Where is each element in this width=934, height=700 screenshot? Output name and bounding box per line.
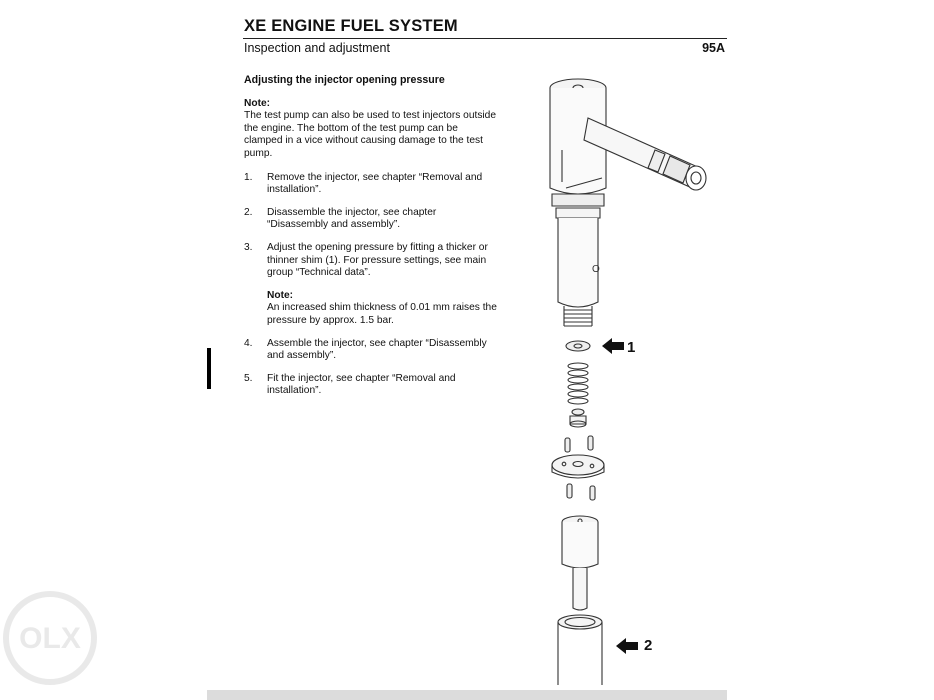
step-text: Remove the injector, see chapter “Removal and installation”. bbox=[267, 171, 483, 196]
injector-exploded-diagram bbox=[540, 70, 730, 695]
step-text: Disassemble the injector, see chapter “Disassembly and assembly”. bbox=[267, 206, 437, 231]
dowel-pins-lower bbox=[567, 484, 595, 500]
step-item bbox=[244, 338, 499, 363]
watermark-text: OLX bbox=[19, 622, 81, 655]
note-text: The test pump can also be used to test injectors outside the engine. The bottom of the test pump can be clamped in a vice without causing damage to the test pump. bbox=[244, 110, 497, 159]
callout-arrow-1-icon bbox=[602, 338, 624, 354]
page-reference: 95A bbox=[702, 41, 725, 55]
shim-part bbox=[566, 341, 590, 351]
step-item bbox=[244, 207, 499, 232]
step-number: 2. bbox=[244, 206, 253, 218]
step-text: Assemble the injector, see chapter “Disassembly and assembly”. bbox=[267, 337, 487, 362]
intermediate-plate-part bbox=[552, 455, 604, 478]
body-mark: O bbox=[592, 264, 600, 275]
callout-arrow-2-icon bbox=[616, 638, 638, 654]
revision-change-bar bbox=[207, 348, 211, 389]
header-rule bbox=[243, 38, 727, 39]
spring-part bbox=[568, 363, 588, 404]
nozzle-part bbox=[562, 516, 598, 610]
instructions-column bbox=[244, 74, 499, 408]
section-heading: Adjusting the injector opening pressure bbox=[244, 74, 445, 86]
note-label: Note: bbox=[244, 97, 271, 109]
callout-label-1: 1 bbox=[627, 339, 636, 356]
nozzle-nut-part bbox=[558, 615, 602, 685]
step-number: 1. bbox=[244, 171, 253, 183]
dowel-pins-upper bbox=[565, 436, 593, 452]
step-number: 3. bbox=[244, 241, 253, 253]
step-number: 5. bbox=[244, 372, 253, 384]
page-bottom-strip bbox=[207, 690, 727, 700]
inner-note-label: Note: bbox=[267, 289, 294, 301]
pressure-pin-part bbox=[570, 409, 586, 427]
steps-list bbox=[244, 172, 499, 398]
step-number: 4. bbox=[244, 337, 253, 349]
inner-note-text: An increased shim thickness of 0.01 mm raises the pressure by approx. 1.5 bar. bbox=[267, 302, 497, 326]
inner-note bbox=[244, 290, 499, 328]
injector-body bbox=[550, 79, 706, 326]
callout-label-2: 2 bbox=[644, 637, 653, 654]
step-item bbox=[244, 172, 499, 197]
olx-watermark-logo bbox=[0, 588, 100, 688]
page-subtitle: Inspection and adjustment bbox=[244, 41, 390, 55]
page-title: XE ENGINE FUEL SYSTEM bbox=[244, 17, 458, 35]
step-text: Adjust the opening pressure by fitting a thicker or thinner shim (1). For pressure settings, see main group “Technical data”. bbox=[267, 241, 488, 279]
step-item bbox=[244, 373, 499, 398]
step-text: Fit the injector, see chapter “Removal and installation”. bbox=[267, 372, 456, 397]
step-item bbox=[244, 242, 499, 280]
